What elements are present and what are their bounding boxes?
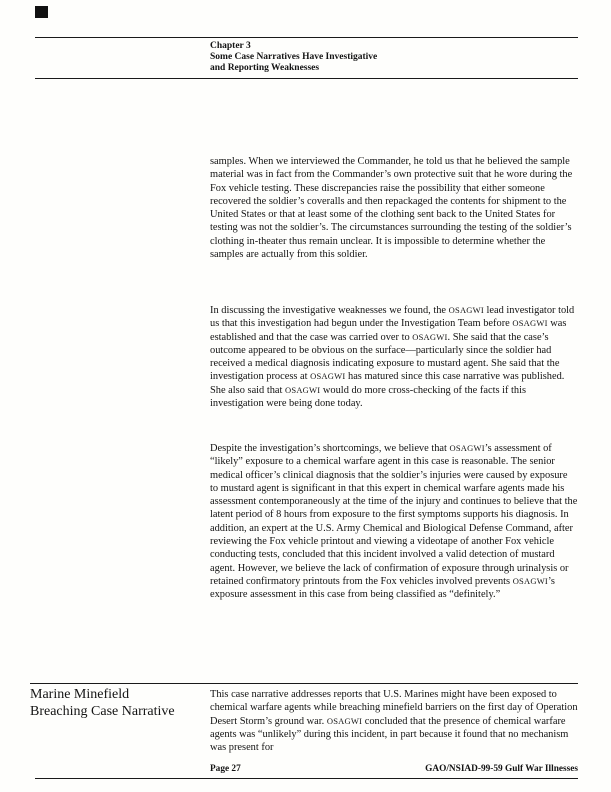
chapter-label: Chapter 3 [210,41,251,51]
section-heading-line1: Marine Minefield [30,687,130,702]
body-paragraph: In discussing the investigative weaknesses we found, the OSAGWI lead investigator told us that this investigation had begun under the Investigation Team before OSAGWI was established and that the case was carried over to OSAGWI. She said that the case’s outcome appeared to be obvious on the surface—particularly since the soldier had received a medical diagnosis indicating exposure to mustard agent. She said that the investigation process at OSAGWI has matured since this case narrative was published. She also said that OSAGWI would do more cross-checking of the facts if this investigation were being done today. [210,305,575,410]
chapter-title-line1: Some Case Narratives Have Investigative [210,52,378,62]
footer-rule [35,778,578,779]
section-heading-line2: Breaching Case Narrative [30,703,175,719]
section-paragraph: This case narrative addresses reports that U.S. Marines might have been exposed to chemical warfare agents while breaching minefield barriers on the first day of Operation Desert Storm’s ground war. OSAGWI concluded that the presence of chemical warfare agents was “unlikely” during this incident, in part because it found that no mechanism was present for [210,689,578,754]
footer-page-number: Page 27 [210,764,241,774]
section-divider-rule [30,683,578,684]
chapter-header [210,41,578,74]
header-top-rule [35,37,578,38]
header-bottom-rule [35,78,578,79]
section-heading [30,687,205,720]
chapter-title-line2: and Reporting Weaknesses [210,63,320,73]
page-footer [210,764,578,774]
scan-artifact-mark [35,6,48,18]
body-paragraph: samples. When we interviewed the Commander, he told us that he believed the sample material was in fact from the Commander’s own protective suit that he wore during the Fox vehicle testing. These discrepancies raise the possibility that either someone recovered the soldier’s coveralls and then repackaged the contents for shipment to the United States or that at least some of the clothing sent back to the United States for testing was not the soldier’s. The circumstances surrounding the testing of the soldier’s clothing in-theater thus remain unclear. It is impossible to determine whether the samples are actually from this soldier. [210,156,573,261]
body-paragraph: Despite the investigation’s shortcomings, we believe that OSAGWI’s assessment of “likely” exposure to a chemical warfare agent in this case is reasonable. The senior medical officer’s clinical diagnosis that the soldier’s injuries were caused by exposure to mustard agent is significant in that this expert in chemical warfare agents made his assessment contemporaneously at the time of the injury and continues to believe that the latent period of 8 hours from exposure to the first symptoms supports his diagnosis. In addition, an expert at the U.S. Army Chemical and Biological Defense Command, after reviewing the Fox vehicle printout and viewing a videotape of another Fox vehicle conducting tests, concluded that this incident involved a valid detection of mustard agent. However, we believe the lack of confirmation of exposure through urinalysis or retained confirmatory printouts from the Fox vehicles involved prevents OSAGWI’s exposure assessment in this case from being classified as “definitely.” [210,443,578,601]
footer-report-id: GAO/NSIAD-99-59 Gulf War Illnesses [425,764,578,774]
